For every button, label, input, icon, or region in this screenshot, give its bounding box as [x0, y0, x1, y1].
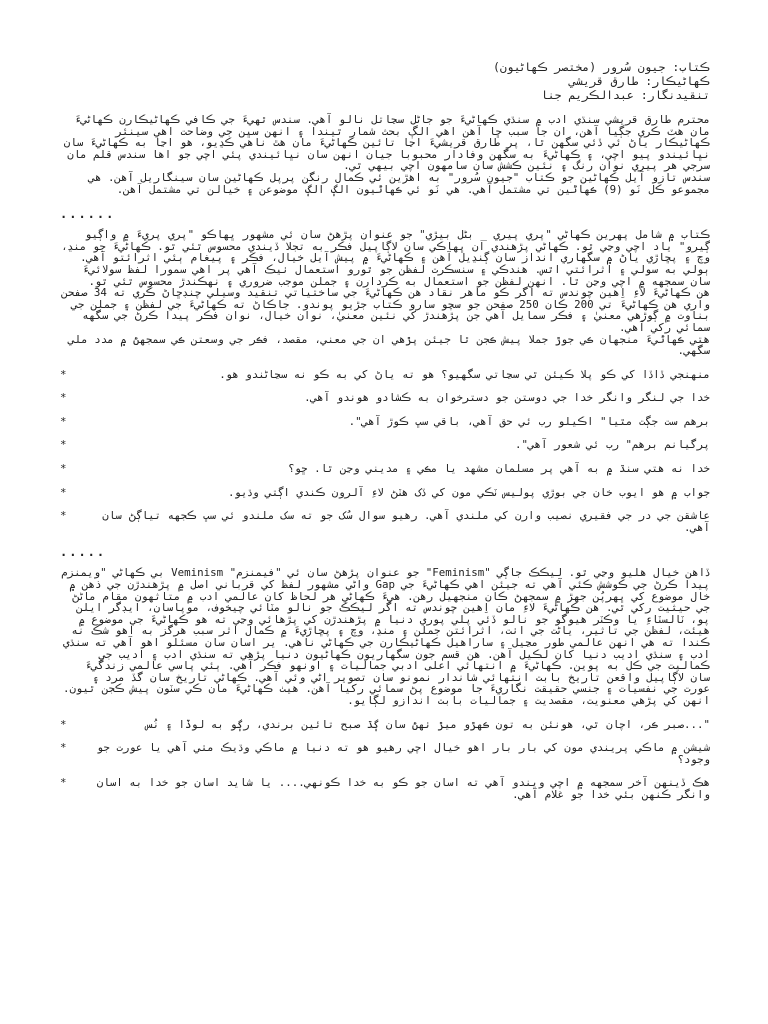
quote-text: خدا جي لنگر وانگر خدا جي دوستن جو دسترخوان به ڪشادو هوندو آهي.	[304, 391, 710, 405]
intro-paragraph: سندس تازو آيل ڪهاڻين جو ڪتاب "جيون سُرور" به اهڙين ئي ڪمال رنگن پرپل ڪهاڻين سان سينگاريل آهن. هي مجموعو ڪل نَو (9) ڪهاڻين تي مشتمل آهي. هي نَو ئي ڪهاڻيون الڳ الڳ موضوعن ۽ خيالن تي مشتمل آهن.	[88, 170, 710, 196]
quote-item	[60, 416, 710, 428]
separator: .....	[60, 545, 107, 560]
intro-paragraph: محترم طارق قريشي سنڌي ادب ۾ سنڌي ڪهاڻيءَ جو جاڻل سڃاتل نالو آهي. سندس ٿهيءَ جي ڪافي ڪهاڻيڪارن ڪهاڻيءَ مان هٽ ڪري جڳيا آهن، ان جا سبب ڇا آهن اهي الڳ بحث شمار ٿيندا ۽ انهن سڀن جي وضاحت اهي سينئر ڪهاڻيڪار ياڻ ئي ڏئي سگهن ٿا، پر طارق قريشيءَ اڃا تائين ڪهاڻيءَ مان هٿ ناهي ڪڍيو، هو اڃا به ڪهاڻيءَ سان نڀائيندو پيو اچي، ۽ ڪهاڻيءَ به سگهن وفادار محبوبا جيان انهن سان نڀائيندي پئي اچي جو اها سندس قلم مان سرجي هر پيري نوان رنگ ۽ نئين ڪشش سان سامهون اچي بيهي ٿي.	[63, 113, 710, 173]
bullet-marker: *	[60, 438, 67, 452]
book-title-line: ڪتاب: جيون سُرور (مختصر ڪهاڻيون)	[492, 60, 710, 74]
quote-text: شيشن ۾ ماڪي پريندي مون کي بار بار اهو خيال اچي رهيو هو ته دنيا ۾ ماڪي وڌيڪ مٺي آهي يا عورت جو وجود؟	[96, 741, 710, 766]
body-paragraph: هتي ڪهاڻيءَ منجهان ڪي جوڙ جملا پيش ڪجن ٿا جيئن پڙهي ان جي معني، مقصد، فڪر جي وسعتن ڪي سمجهڻ ۾ مدد ملي سگهي.	[68, 332, 710, 358]
critic-line: تنقيدنگار: عبدالڪريم جنا	[540, 88, 710, 102]
quote-text: هڪ ڏينهن آخر سمجهه ۾ اچي ويندو آهي ته اسان جو ڪو به خدا ڪونهي.... يا شايد اسان جو خدا به اسان وانگر ڪنهن بئي خدا جو غلام آهي.	[96, 776, 710, 801]
bullet-marker: *	[60, 717, 67, 731]
quote-item	[60, 742, 710, 765]
quote-text: "...صبر ڪر، اچان ٿي، هونئن به تون ڪهڙو ميڙ ٺهڻ سان ڳڌ صبح تائين برندي، رڳو به لوڏا ۽ نُس	[146, 717, 710, 731]
bullet-marker: *	[60, 485, 67, 499]
bullet-marker: *	[60, 391, 67, 405]
quote-text: پرگيانم برهم" رب ئي شعور آهي".	[514, 438, 710, 452]
body-paragraph: هن ڪهاڻيءَ لاءِ اِهين چوندس ته اگر ڪو ماهر نقاد هن ڪهاڻيءَ جي ساختياتي تنقيد وسيلي چنڊڇاڻ ڪري ته 34 صفحن واري هن ڪهاڻيءَ تي 200 ڪان 250 صفحن جو سچو سارو ڪتاب جڙيو پوندو. جاڪاڻ ته ڪهاڻيءَ جي لفظن ۽ جملن جي بناوت ۾ ڳوڙهي معنيٰ ۽ فڪر سمايل آهي جن پڙهندڙ کي نئين معنيٰ، نوان خيال، نوان فڪر پيدا ڪرڻ جي سگهه سمائي رکي آهي.	[61, 286, 710, 334]
quote-text: منهنجي ڏاڏا کي ڪو پلا ڪيئن ٿي سڃاتي سگهيو؟ هو ته ياڻ کي به ڪو نه سڃاڻندو هو.	[219, 367, 710, 381]
bullet-marker: *	[60, 776, 67, 790]
bullet-marker: *	[60, 509, 67, 523]
bullet-marker: *	[60, 414, 67, 428]
quote-text: برهم ست جڳت مٿيا" اڪيلو رب ئي حق آهي، باقي سڀ ڪوڙ آهي".	[348, 414, 710, 428]
quote-item	[60, 463, 710, 475]
bullet-marker: *	[60, 741, 67, 755]
quote-text: جواب ۾ هو ايوب خان جي بوڙي پوليس ٽڪي مون کي ڏک هٽڻ لاءِ آلرون ڪندي اڳتي وڌيو.	[227, 485, 710, 499]
quote-item	[60, 719, 710, 731]
document-page	[60, 60, 710, 1010]
quote-item	[60, 777, 710, 800]
quote-item	[60, 487, 710, 499]
quote-item	[60, 439, 710, 451]
author-line: ڪهاڻيڪار: طارق قريشي	[569, 74, 710, 88]
quote-item	[60, 510, 710, 533]
quote-list	[60, 369, 710, 534]
book-metadata	[60, 60, 710, 102]
bullet-marker: *	[60, 367, 67, 381]
quote-list	[60, 719, 710, 801]
quote-text: خدا نه هتي سنڌ ۾ به آهي پر مسلمان مشهد يا مڪي ۽ مديني وڃن ٿا. ڇو؟	[288, 462, 710, 476]
bullet-marker: *	[60, 462, 67, 476]
separator: ......	[60, 207, 116, 222]
quote-text: عاشقن جي در جي فقيري نصيب وارن کي ملندي آهي. رهيو سوال سُک جو ته سک ملندو ئي سڀ ڪجهه تياڳڻ سان آهي.	[102, 509, 710, 534]
quote-item	[60, 392, 710, 404]
body-paragraph: ڏاهن خيال هليو وڃي ٿو. ليڪڪ جاڳي "Feminism" جو عنوان پڙهڻ سان ئي "فيمنزم" Veminism بي ڪهاڻي "ويمنزم پيدا ڪرڻ جي ڪوشش ڪئي آهي ته جيئن اهي ڪهاڻيءَ جي Gap واڻي مشهور لفظ کي قرباني اصل ۾ پڙهندڙن جي ذهن ۾ خال موضوع کي ڀهرپُن جهڙ ۾ سمجهڻ ڪان منجهيل رهن. هيءَ ڪهاڻي هر لحاظ کان عالمي ادب ۾ متاثهون مقام ماڻڻ جي حيثيت رکي ٿي. هن ڪهاڻيءَ لاءِ مان اِهين چوندس ته اگر ليڪڪ جو نالو مٽائي چيخوف، موپاسان، ايڊگر ايلن پو، ٽالسٽاءِ يا وڪٽر هيوگو جو نالو ڏئي پلي پوري دنيا ۾ پڙهندڙن کي پڙهائي وڃي ته هو ڪهاڻيءَ جي موضوع ۾ هيئت، لفظن جي تاثير، ياڻت جي اٺت، اثرائتن جملن ۽ منڍ، وچ ۽ پڇاڙيءَ ۾ ڪمال اثر سبب هرگز به اهو شڪ نه ڪندا ته هي انهن عالمي طور مڃيل ۽ ساراهيل ڪهاڻيڪارن جي ڪهاڻي ناهي. ير اسان سان مسئلو اهو آهي ته سنڌي ادب ۽ سنڌي اديب دنيا کان لڪيل آهن. هن قسم جون سگهاريون ڪهاڻيون دنيا پڙهي ته سنڌي ادب ۽ اديب جي ڪماليت جي ڪل به پوين. ڪهاڻيءَ ۾ انتهائي اعلى ادبي جماليات ۽ اونهو فڪر آهي. ٻئي پاسي عالمي زندگيءَ سان لاڳاپيل واقعن تاريخ بابت انتهائي شاندار نمونو سان تصوير اڻي وئي آهي. ڪهاڻي تاريخ سان گڏ مرد ۽ عورت جي نفسيات ۽ جنسي حقيقت نگاريءَ جا موضوع پڻ سمائي رکيا آهن. هيٺ ڪهاڻيءَ مان ڪي سٽون پيش ڪجن ٿيون. انهن کي پڙهي معنويت، مقصديت ۽ جماليات بابت اندازو لڳايو.	[61, 566, 710, 707]
quote-item	[60, 369, 710, 381]
body-paragraph: ڪتاب ۾ شامل پهرين ڪهاڻي "پري پيري _ بڻل بيڙي" جو عنوان پڙهڻ سان ئي مشهور ڀهاڪو "پري پريءَ ۾ واڳيو ڳيرو" ياد اچي وڃي ٿو. ڪهاڻي پڙهندي ان ڀهاڪي سان لاڳاپيل فڪر به تجلا ڏيندي محسوس ٿئي ٿو. ڪهاڻيءَ جو منڍ، وچ ۽ پڇاڙي ياڻ ۾ سگهاري انداز سان ڳنڍيل آهن ۽ ڪهاڻيءَ ۾ پيش آيل خيال، فڪر ۽ پيغام ٻئي اثرائتو آهي. ٻولي به سولي ۽ اثرائتي اٿس. هندڪي ۽ سنسڪرت لفظن جو ٿورو استعمال ٺيڪ آهي پر اهي سمورا لفظ سولائيءَ سان سمجهه ۾ اچي وڃن ٿا. انهن لفظن جو استعمال به ڪردارن ۽ جملن موجب ضروري ۽ نهڪندڙ محسوس ٿئي ٿو.	[61, 228, 710, 288]
